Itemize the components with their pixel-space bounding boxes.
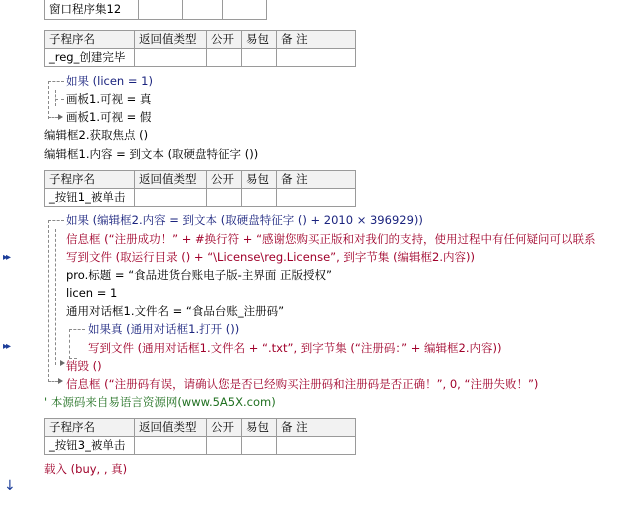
col-subname-header: 子程序名 — [45, 31, 135, 49]
sub2-table — [44, 170, 356, 207]
col-easypkg-header: 易包 — [242, 171, 277, 189]
code-line[interactable]: 如果 (编辑框2.内容 = 到文本 (取硬盘特征字 () + 2010 × 396929)) — [66, 213, 423, 227]
flow-line — [69, 329, 70, 359]
col-public-header: 公开 — [207, 171, 242, 189]
sub3-name[interactable]: _按钮3_被单击 — [45, 437, 135, 455]
code-line[interactable]: 写到文件 (通用对话框1.文件名 + “.txt”, 到字节集 (“注册码：” + 编辑框2.内容)) — [88, 341, 502, 355]
comment-line[interactable]: ' 本源码来自易语言资源网(www.5A5X.com) — [44, 395, 276, 409]
flow-line — [48, 381, 58, 382]
code-line[interactable]: 写到文件 (取运行目录 () + “\License\reg.License”, 到字节集 (编辑框2.内容)) — [66, 250, 475, 264]
col-return-header: 返回值类型 — [135, 419, 207, 437]
flow-line — [48, 81, 64, 82]
flow-arrow-icon — [58, 378, 63, 384]
code-line[interactable]: 画板1.可视 = 假 — [66, 110, 152, 124]
double-right-arrow-icon[interactable]: ▸▸ — [3, 252, 10, 263]
col-subname-header: 子程序名 — [45, 419, 135, 437]
flow-line — [55, 90, 56, 106]
code-line[interactable]: pro.标题 = “食品进货台账电子版-主界面 正版授权” — [66, 268, 332, 282]
col-public-header: 公开 — [207, 419, 242, 437]
flow-line — [69, 329, 85, 330]
col-note-header: 备 注 — [277, 171, 356, 189]
code-line[interactable]: 信息框 (“注册成功！” + #换行符 + “感谢您购买正版和对我们的支持，使用过程中有任何疑问可以联系 — [66, 232, 596, 246]
col-easypkg-header: 易包 — [242, 31, 277, 49]
assembly-table — [44, 0, 267, 20]
flow-line — [48, 117, 58, 118]
sub1-name[interactable]: _reg_创建完毕 — [45, 49, 135, 67]
assembly-name[interactable]: 窗口程序集12 — [45, 0, 139, 20]
col-easypkg-header: 易包 — [242, 419, 277, 437]
code-line[interactable]: 编辑框2.获取焦点 () — [44, 128, 149, 142]
col-note-header: 备 注 — [277, 31, 356, 49]
col-subname-header: 子程序名 — [45, 171, 135, 189]
sub1-table — [44, 30, 356, 67]
col-public-header: 公开 — [207, 31, 242, 49]
flow-line — [48, 81, 49, 119]
code-line[interactable]: 信息框 (“注册码有误，请确认您是否已经购买注册码和注册码是否正确！”, 0, “注册失败！”) — [66, 377, 539, 391]
code-line[interactable]: 如果真 (通用对话框1.打开 ()) — [88, 322, 240, 336]
editor-gutter — [0, 0, 22, 518]
code-line[interactable]: 通用对话框1.文件名 = “食品台账_注册码” — [66, 304, 285, 318]
code-line[interactable]: 如果 (licen = 1) — [66, 74, 153, 88]
flow-line — [55, 229, 56, 365]
code-line[interactable]: 画板1.可视 = 真 — [66, 92, 152, 106]
sub2-name[interactable]: _按钮1_被单击 — [45, 189, 135, 207]
down-arrow-icon[interactable]: ↓ — [4, 478, 16, 494]
code-line[interactable]: 销毁 () — [66, 359, 102, 373]
flow-line — [48, 220, 49, 382]
flow-line — [48, 220, 64, 221]
flow-arrow-icon — [60, 360, 65, 366]
col-return-header: 返回值类型 — [135, 171, 207, 189]
col-return-header: 返回值类型 — [135, 31, 207, 49]
flow-line — [55, 99, 64, 100]
sub3-table — [44, 418, 356, 455]
col-note-header: 备 注 — [277, 419, 356, 437]
code-line[interactable]: 编辑框1.内容 = 到文本 (取硬盘特征字 ()) — [44, 147, 259, 161]
code-line[interactable]: 载入 (buy, , 真) — [44, 462, 128, 476]
code-line[interactable]: licen = 1 — [66, 286, 118, 300]
double-right-arrow-icon[interactable]: ▸▸ — [3, 341, 10, 352]
flow-arrow-icon — [58, 114, 63, 120]
